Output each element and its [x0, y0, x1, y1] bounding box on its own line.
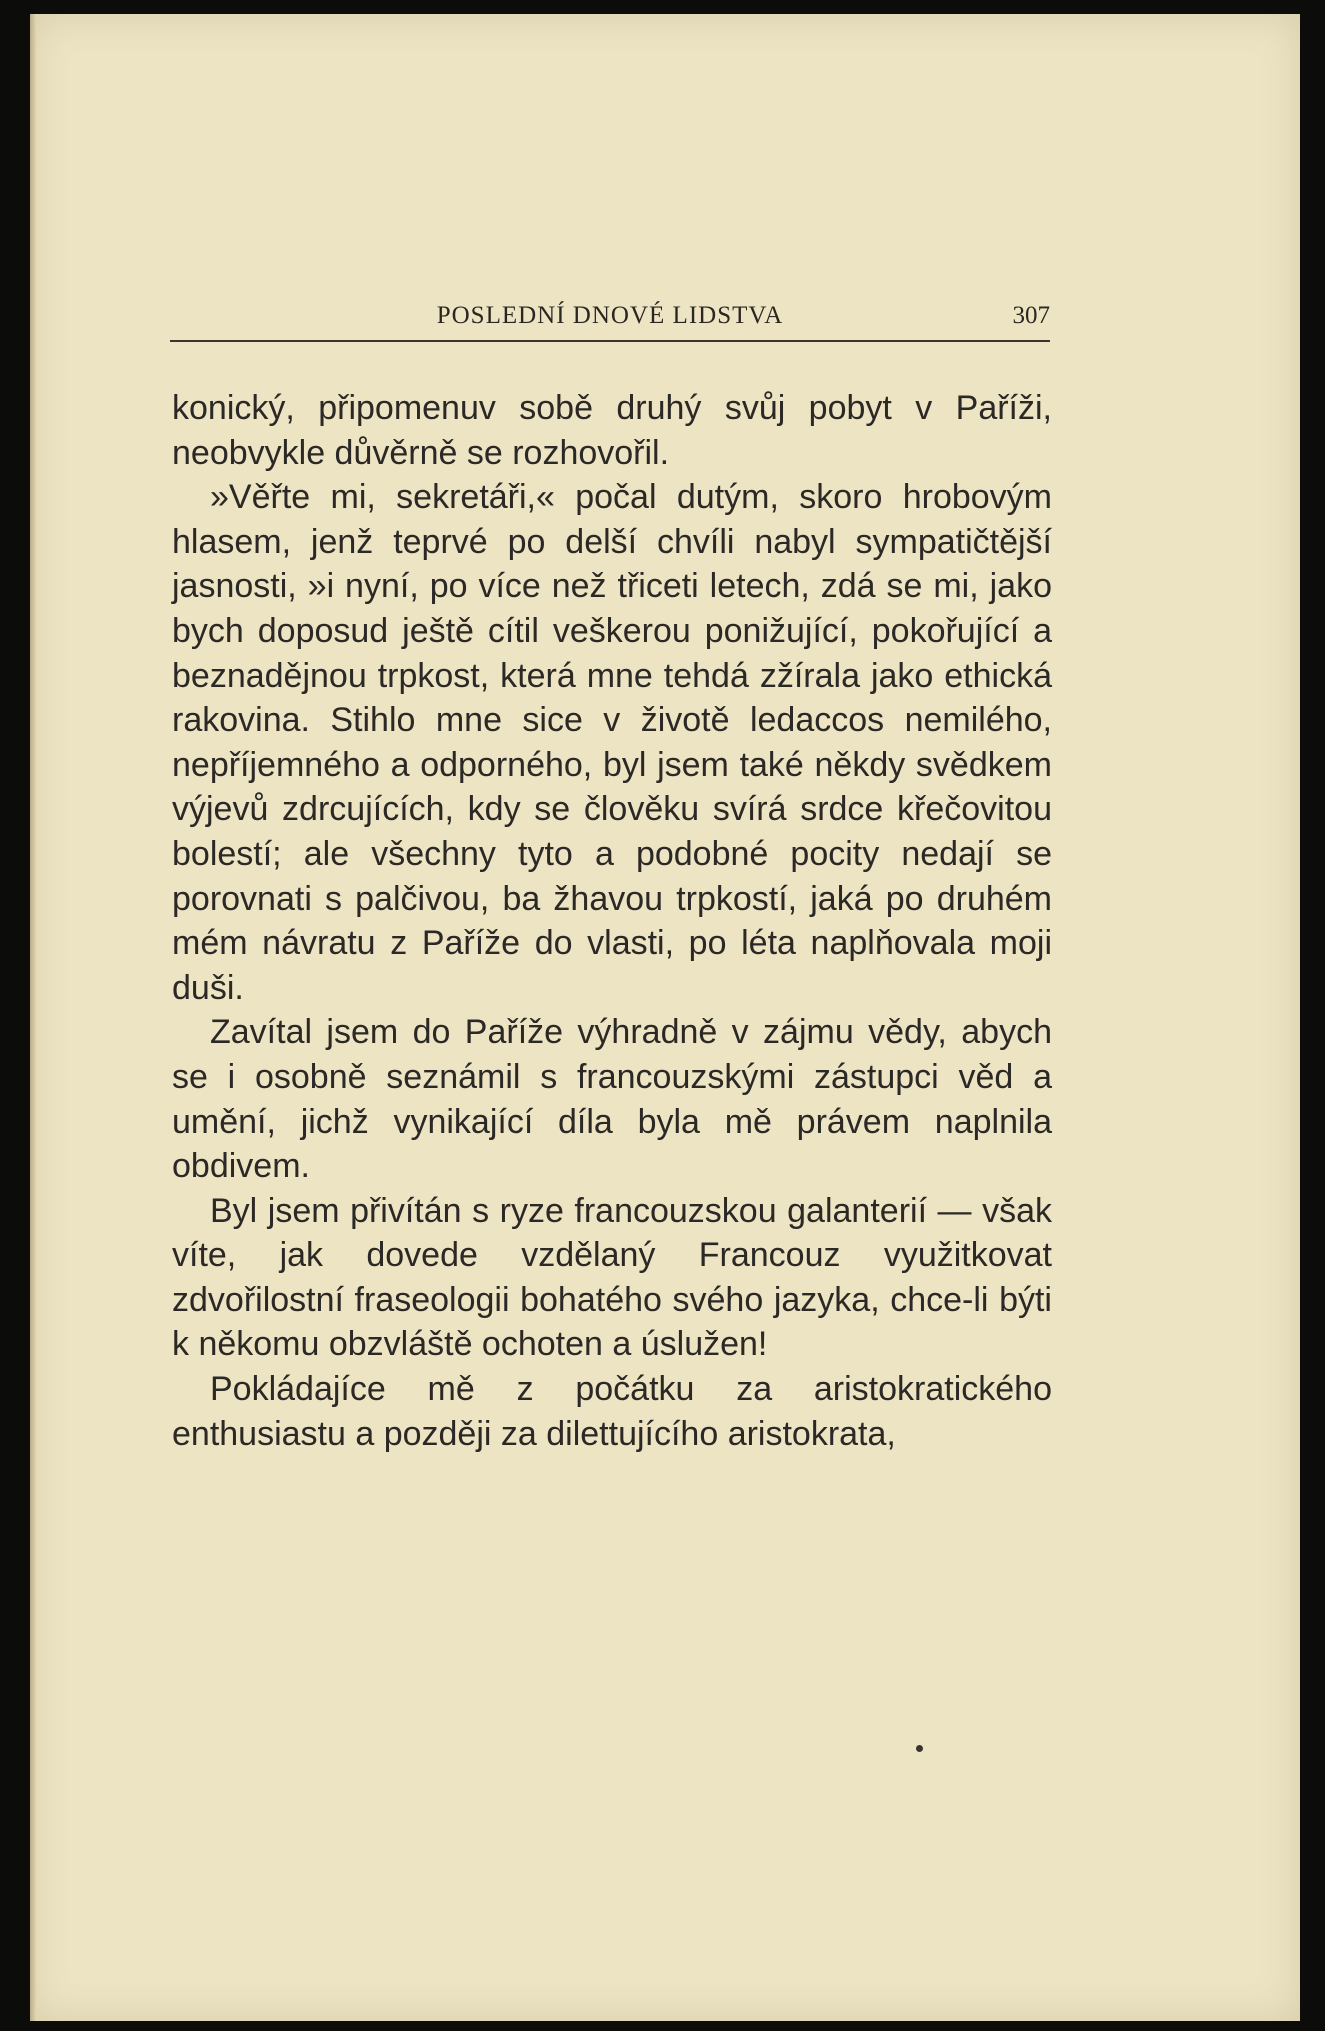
- page-spine-edge: [30, 14, 37, 2021]
- page-number: 307: [1012, 302, 1050, 329]
- running-title: POSLEDNÍ DNOVÉ LIDSTVA: [436, 302, 784, 329]
- body-text: [172, 386, 1052, 1456]
- paragraph-2: »Věřte mi, sekretáři,« počal dutým, skoro hrobovým hlasem, jenž teprvé po delší chvíli nabyl sympatičtější jasnosti, »i nyní, po více než třiceti letech, zdá se mi, jako bych doposud ještě cítil veškerou ponižující, pokořující a beznadějnou trpkost, která mne tehdá zžírala jako ethická rakovina. Stihlo mne sice v životě ledaccos nemilého, nepříjemného a odporného, byl jsem také někdy svědkem výjevů zdrcujících, kdy se člověku svírá srdce křečovitou bolestí; ale všechny tyto a podobné pocity nedají se porovnati s palčivou, ba žhavou trpkostí, jaká po druhém mém návratu z Paříže do vlasti, po léta naplňovala moji duši.: [172, 478, 1052, 1007]
- paragraph-1: konický, připomenuv sobě druhý svůj pobyt v Paříži, neobvykle důvěrně se rozhovořil.: [172, 389, 1052, 472]
- running-header: [170, 292, 1050, 342]
- signature-mark: [916, 1745, 923, 1752]
- header-rule: [170, 340, 1050, 342]
- paragraph-5: Pokládajíce mě z počátku za aristokratického enthusiastu a později za dilettujícího aristokrata,: [172, 1370, 1052, 1453]
- paragraph-4: Byl jsem přivítán s ryze francouzskou galanterií — však víte, jak dovede vzdělaný Francouz využitkovat zdvořilostní fraseologii bohatého svého jazyka, chce-li býti k někomu obzvláště ochoten a úslužen!: [172, 1191, 1052, 1364]
- paragraph-3: Zavítal jsem do Paříže výhradně v zájmu vědy, abych se i osobně seznámil s francouzskými zástupci věd a umění, jichž vynikající díla byla mě právem naplnila obdivem.: [172, 1013, 1052, 1186]
